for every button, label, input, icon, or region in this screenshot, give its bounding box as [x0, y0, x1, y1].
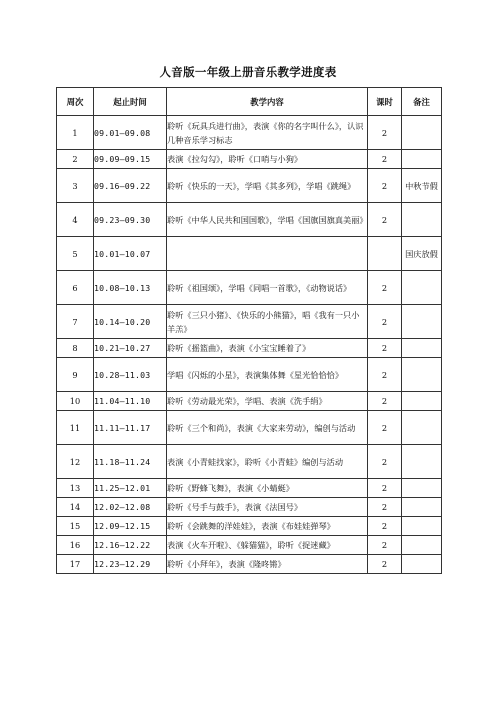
- hours-cell: [368, 237, 402, 271]
- table-row: [57, 169, 442, 203]
- week-cell: 11: [57, 411, 94, 445]
- table-row: [57, 479, 442, 498]
- hours-cell: 2: [368, 555, 402, 574]
- week-cell: 8: [57, 339, 94, 358]
- date-range-cell: 12.02—12.08: [94, 498, 167, 517]
- note-cell: [402, 517, 442, 536]
- note-cell: 中秋节假: [402, 169, 442, 203]
- header-note: 备注: [402, 88, 442, 116]
- table-row: [57, 116, 442, 150]
- content-cell: 学唱《闪烁的小星》，表演集体舞《星光恰恰恰》: [167, 358, 368, 392]
- table-row: [57, 203, 442, 237]
- note-cell: [402, 498, 442, 517]
- week-cell: 5: [57, 237, 94, 271]
- week-cell: 4: [57, 203, 94, 237]
- date-range-cell: 09.01—09.08: [94, 116, 167, 150]
- table-row: [57, 237, 442, 271]
- note-cell: [402, 116, 442, 150]
- hours-cell: 2: [368, 305, 402, 339]
- note-cell: [402, 358, 442, 392]
- hours-cell: 2: [368, 169, 402, 203]
- note-cell: 国庆放假: [402, 237, 442, 271]
- week-cell: 9: [57, 358, 94, 392]
- hours-cell: 2: [368, 445, 402, 479]
- content-cell: 聆听《摇篮曲》，表演《小宝宝睡着了》: [167, 339, 368, 358]
- content-cell: [167, 237, 368, 271]
- content-cell: 表演《拉勾勾》，聆听《口哨与小狗》: [167, 150, 368, 169]
- date-range-cell: 12.09—12.15: [94, 517, 167, 536]
- week-cell: 14: [57, 498, 94, 517]
- week-cell: 17: [57, 555, 94, 574]
- date-range-cell: 10.28—11.03: [94, 358, 167, 392]
- table-row: [57, 445, 442, 479]
- week-cell: 12: [57, 445, 94, 479]
- note-cell: [402, 339, 442, 358]
- note-cell: [402, 271, 442, 305]
- table-row: [57, 536, 442, 555]
- hours-cell: 2: [368, 536, 402, 555]
- week-cell: 2: [57, 150, 94, 169]
- content-cell: 聆听《会跳舞的洋娃娃》，表演《布娃娃弹琴》: [167, 517, 368, 536]
- table-row: [57, 150, 442, 169]
- week-cell: 1: [57, 116, 94, 150]
- table-row: [57, 411, 442, 445]
- header-week: 周次: [57, 88, 94, 116]
- date-range-cell: 10.21—10.27: [94, 339, 167, 358]
- table-row: [57, 517, 442, 536]
- table-header-row: [57, 88, 442, 116]
- content-cell: 聆听《三只小猪》、《快乐的小熊猫》，唱《我有一只小羊羔》: [167, 305, 368, 339]
- date-range-cell: 09.23—09.30: [94, 203, 167, 237]
- content-cell: 聆听《野蜂飞舞》，表演《小蜻蜓》: [167, 479, 368, 498]
- week-cell: 7: [57, 305, 94, 339]
- hours-cell: 2: [368, 150, 402, 169]
- date-range-cell: 12.23—12.29: [94, 555, 167, 574]
- header-hours: 课时: [368, 88, 402, 116]
- content-cell: 聆听《玩具兵进行曲》，表演《你的名字叫什么》，认识几种音乐学习标志: [167, 116, 368, 150]
- table-row: [57, 305, 442, 339]
- note-cell: [402, 555, 442, 574]
- hours-cell: 2: [368, 411, 402, 445]
- content-cell: 表演《小青蛙找家》，聆听《小青蛙》编创与活动: [167, 445, 368, 479]
- content-cell: 聆听《中华人民共和国国歌》，学唱《国旗国旗真美丽》: [167, 203, 368, 237]
- note-cell: [402, 479, 442, 498]
- date-range-cell: 10.01—10.07: [94, 237, 167, 271]
- table-row: [57, 392, 442, 411]
- note-cell: [402, 445, 442, 479]
- header-content: 教学内容: [167, 88, 368, 116]
- content-cell: 聆听《三个和尚》，表演《大家来劳动》，编创与活动: [167, 411, 368, 445]
- table-row: [57, 271, 442, 305]
- week-cell: 16: [57, 536, 94, 555]
- note-cell: [402, 536, 442, 555]
- date-range-cell: 10.08—10.13: [94, 271, 167, 305]
- hours-cell: 2: [368, 339, 402, 358]
- date-range-cell: 09.09—09.15: [94, 150, 167, 169]
- header-range: 起止时间: [94, 88, 167, 116]
- content-cell: 聆听《号手与鼓手》，表演《法国号》: [167, 498, 368, 517]
- hours-cell: 2: [368, 498, 402, 517]
- date-range-cell: 12.16—12.22: [94, 536, 167, 555]
- date-range-cell: 10.14—10.20: [94, 305, 167, 339]
- hours-cell: 2: [368, 271, 402, 305]
- note-cell: [402, 203, 442, 237]
- content-cell: 聆听《快乐的一天》，学唱《其多列》，学唱《跳绳》: [167, 169, 368, 203]
- content-cell: 聆听《小拜年》，表演《隆咚锵》: [167, 555, 368, 574]
- date-range-cell: 11.18—11.24: [94, 445, 167, 479]
- content-cell: 聆听《劳动最光荣》，学唱、表演《洗手绢》: [167, 392, 368, 411]
- week-cell: 13: [57, 479, 94, 498]
- schedule-table: [56, 87, 442, 574]
- table-row: [57, 358, 442, 392]
- hours-cell: 2: [368, 479, 402, 498]
- content-cell: 聆听《祖国颂》，学唱《同唱一首歌》，《动物说话》: [167, 271, 368, 305]
- note-cell: [402, 392, 442, 411]
- hours-cell: 2: [368, 517, 402, 536]
- hours-cell: 2: [368, 116, 402, 150]
- week-cell: 10: [57, 392, 94, 411]
- hours-cell: 2: [368, 392, 402, 411]
- hours-cell: 2: [368, 203, 402, 237]
- date-range-cell: 11.25—12.01: [94, 479, 167, 498]
- date-range-cell: 11.11—11.17: [94, 411, 167, 445]
- hours-cell: 2: [368, 358, 402, 392]
- note-cell: [402, 305, 442, 339]
- note-cell: [402, 411, 442, 445]
- week-cell: 3: [57, 169, 94, 203]
- table-row: [57, 555, 442, 574]
- table-row: [57, 498, 442, 517]
- week-cell: 15: [57, 517, 94, 536]
- date-range-cell: 09.16—09.22: [94, 169, 167, 203]
- note-cell: [402, 150, 442, 169]
- page-title: 人音版一年级上册音乐教学进度表: [159, 65, 337, 79]
- table-row: [57, 339, 442, 358]
- content-cell: 表演《火车开啦》、《躲猫猫》，聆听《捉迷藏》: [167, 536, 368, 555]
- date-range-cell: 11.04—11.10: [94, 392, 167, 411]
- week-cell: 6: [57, 271, 94, 305]
